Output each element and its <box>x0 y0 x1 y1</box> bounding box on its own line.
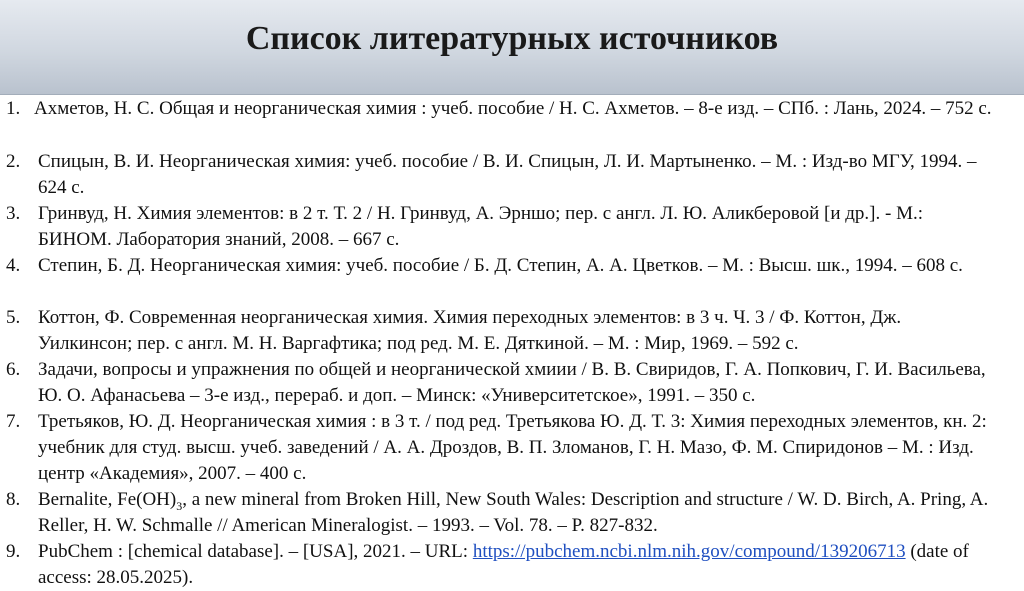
reference-text: Степин, Б. Д. Неорганическая химия: учеб. пособие / Б. Д. Степин, А. А. Цветков. – М. : Высш. шк., 1994. – 608 с. <box>38 255 963 276</box>
reference-number: 3. <box>6 203 21 224</box>
reference-text: Коттон, Ф. Современная неорганическая химия. Химия переходных элементов: в 3 ч. Ч. 3 / Ф. Коттон, Дж. Уилкинсон; пер. с англ. М. Н. Варгафтика; под ред. М. Е. Дяткиной. – М. : Мир, 1969. – 592 с. <box>38 307 902 354</box>
title-bar <box>0 0 1024 95</box>
reference-number: 4. <box>6 255 21 276</box>
reference-number: 1. <box>6 98 21 119</box>
reference-text: Третьяков, Ю. Д. Неорганическая химия : в 3 т. / под ред. Третьякова Ю. Д. Т. 3: Химия переходных элементов, кн. 2: учебник для студ. высш. учеб. заведений / А. А. Дроздов, В. П. Зломанов, Г. Н. Мазо, Ф. М. Спиридонов – М. : Изд. центр «Академия», 2007. – 400 с. <box>38 411 987 484</box>
reference-number: 2. <box>6 151 21 172</box>
reference-number: 8. <box>6 489 21 510</box>
subscript: 3 <box>176 498 183 513</box>
reference-number: 7. <box>6 411 21 432</box>
page-title: Список литературных источников <box>245 20 779 57</box>
pubchem-link[interactable]: https://pubchem.ncbi.nlm.nih.gov/compound/139206713 <box>472 541 906 562</box>
reference-text: Bernalite, $Fe(OH)_3$, a new mineral from Broken Hill, New South Wales: Description and structure / W. D. Birch, A. Pring, A. Reller, H. W. Schmalle // American Mineralogist. – 1993. – Vol. 78. – P. 827-832. <box>38 489 989 536</box>
reference-list <box>0 96 1024 588</box>
reference-number: 5. <box>6 307 21 328</box>
reference-text: Спицын, В. И. Неорганическая химия: учеб. пособие / В. И. Спицын, Л. И. Мартыненко. – М. : Изд-во МГУ, 1994. – 624 с. <box>38 151 977 198</box>
reference-text: Задачи, вопросы и упражнения по общей и неорганической хмиии / В. В. Свиридов, Г. А. Попкович, Г. И. Васильева, Ю. О. Афанасьева – 3-е изд., перераб. и доп. – Минск: «Университетское», 1991. – 350 с. <box>38 359 986 406</box>
reference-text: PubChem : [chemical database]. – [USA], 2021. – URL: https://pubchem.ncbi.nlm.nih.gov/compound/139206713 (date of access: 28.05.2025). <box>38 541 969 588</box>
reference-text: Гринвуд, Н. Химия элементов: в 2 т. Т. 2 / Н. Гринвуд, А. Эрншо; пер. с англ. Л. Ю. Аликберовой [и др.]. - М.: БИНОМ. Лаборатория знаний, 2008. – 667 с. <box>38 203 924 250</box>
reference-number: 6. <box>6 359 21 380</box>
reference-text: Ахметов, Н. С. Общая и неорганическая химия : учеб. пособие / Н. С. Ахметов. – 8-е изд. – СПб. : Лань, 2024. – 752 с. <box>34 98 992 119</box>
reference-number: 9. <box>6 541 21 562</box>
